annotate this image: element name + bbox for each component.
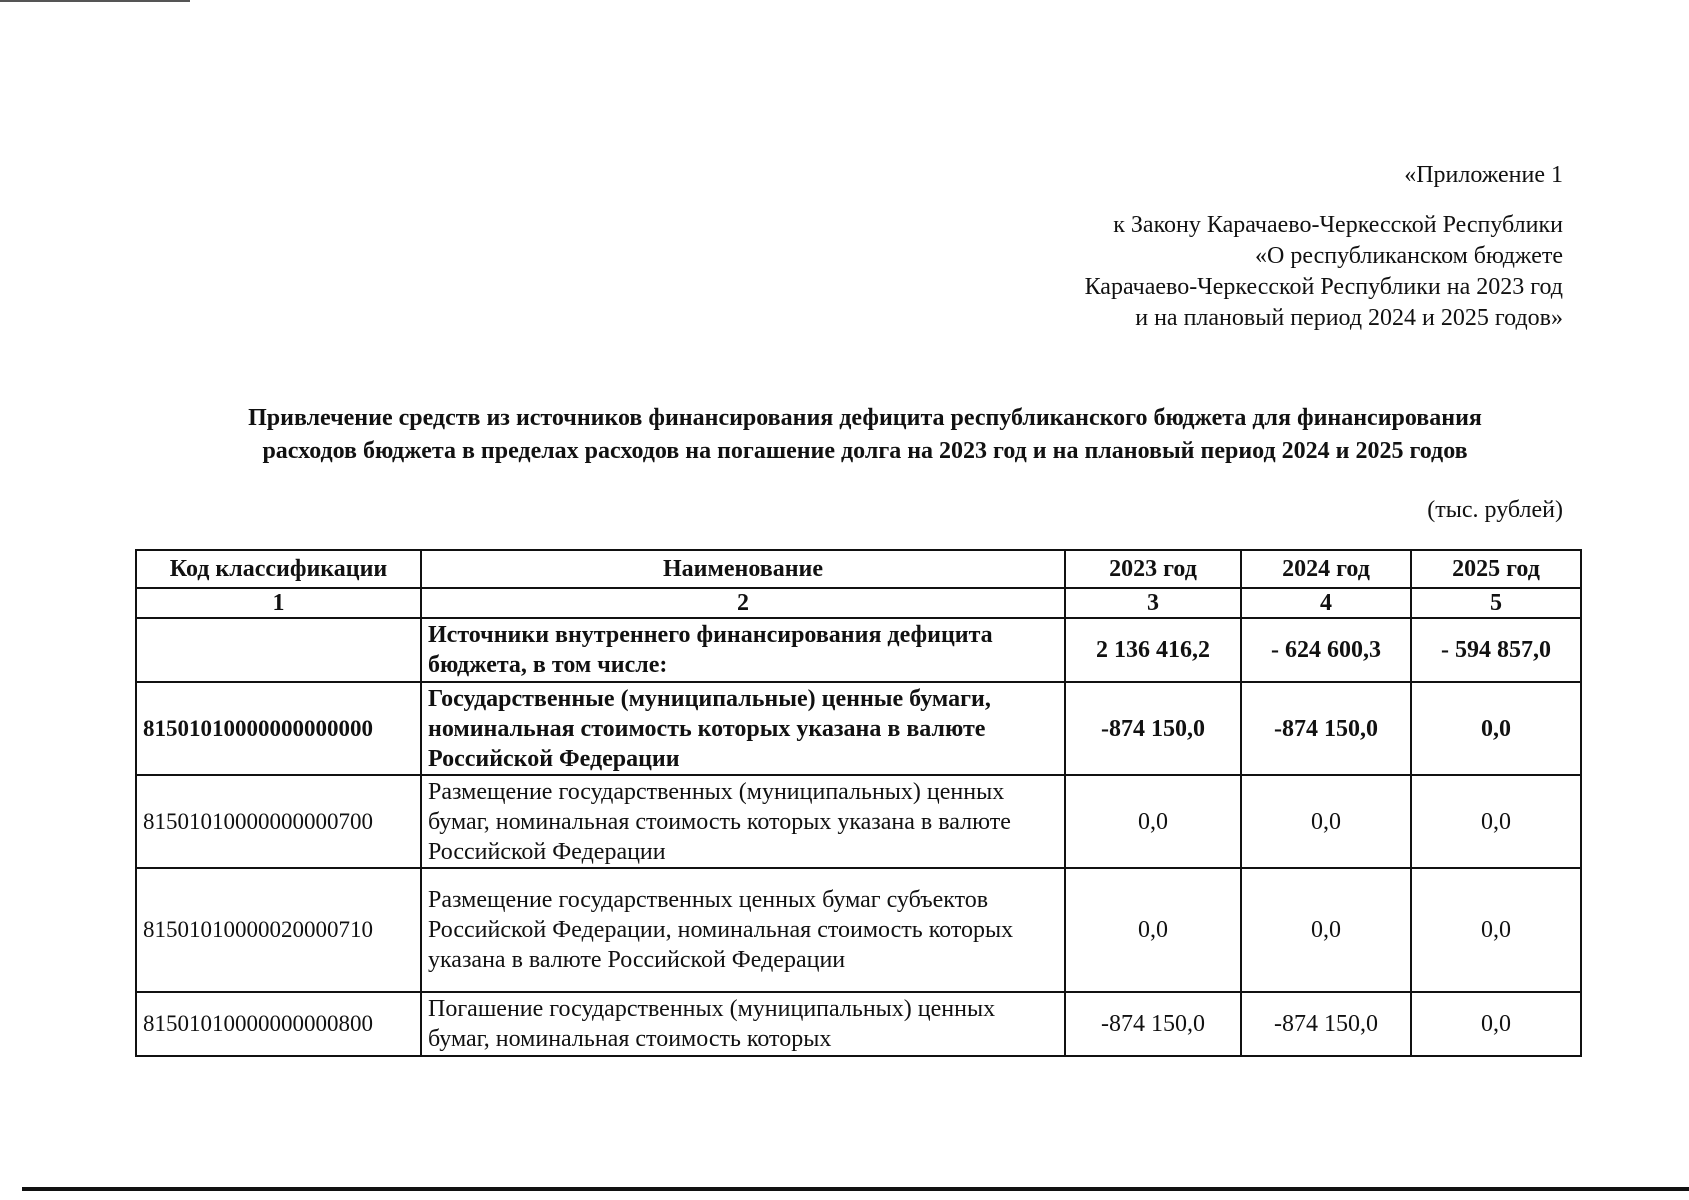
header-code: Код классификации	[136, 550, 421, 588]
header-2024: 2024 год	[1241, 550, 1411, 588]
row-value-2024: - 624 600,3	[1241, 618, 1411, 682]
table-row	[136, 618, 1581, 682]
row-value-2024: -874 150,0	[1241, 992, 1411, 1056]
header-2023: 2023 год	[1065, 550, 1241, 588]
header-row	[136, 550, 1581, 588]
row-value-2025: 0,0	[1411, 682, 1581, 775]
row-value-2024: -874 150,0	[1241, 682, 1411, 775]
units-label: (тыс. рублей)	[1427, 497, 1563, 523]
row-name: Источники внутреннего финансирования дефицита бюджета, в том числе:	[421, 618, 1065, 682]
column-number: 3	[1065, 588, 1241, 618]
row-code	[136, 618, 421, 682]
appendix-title: «Приложение 1	[1404, 162, 1563, 188]
row-value-2023: 0,0	[1065, 868, 1241, 992]
table-row	[136, 682, 1581, 775]
row-code: 81501010000000000000	[136, 682, 421, 775]
table-row	[136, 868, 1581, 992]
column-number-row	[136, 588, 1581, 618]
bottom-page-rule	[22, 1187, 1689, 1191]
row-name: Размещение государственных ценных бумаг субъектов Российской Федерации, номинальная стоимость которых указана в валюте Российской Федерации	[421, 868, 1065, 992]
row-value-2023: -874 150,0	[1065, 682, 1241, 775]
header-2025: 2025 год	[1411, 550, 1581, 588]
row-value-2023: 2 136 416,2	[1065, 618, 1241, 682]
row-value-2024: 0,0	[1241, 868, 1411, 992]
appendix-line: и на плановый период 2024 и 2025 годов»	[1135, 305, 1563, 331]
header-name: Наименование	[421, 550, 1065, 588]
row-value-2023: -874 150,0	[1065, 992, 1241, 1056]
appendix-line: Карачаево-Черкесской Республики на 2023 год	[1084, 274, 1563, 300]
row-name: Размещение государственных (муниципальных) ценных бумаг, номинальная стоимость которых указана в валюте Российской Федерации	[421, 775, 1065, 868]
appendix-line: «О республиканском бюджете	[1254, 243, 1563, 269]
row-value-2025: 0,0	[1411, 868, 1581, 992]
column-number: 2	[421, 588, 1065, 618]
row-value-2024: 0,0	[1241, 775, 1411, 868]
row-value-2025: 0,0	[1411, 775, 1581, 868]
row-name: Государственные (муниципальные) ценные бумаги, номинальная стоимость которых указана в валюте Российской Федерации	[421, 682, 1065, 775]
row-code: 81501010000020000710	[136, 868, 421, 992]
row-name: Погашение государственных (муниципальных) ценных бумаг, номинальная стоимость которых	[421, 992, 1065, 1056]
table-row	[136, 992, 1581, 1056]
document-title	[130, 402, 1600, 468]
budget-table	[135, 549, 1582, 1057]
column-number: 1	[136, 588, 421, 618]
row-code: 81501010000000000800	[136, 992, 421, 1056]
row-code: 81501010000000000700	[136, 775, 421, 868]
appendix-header	[1085, 160, 1563, 334]
appendix-line: к Закону Карачаево-Черкесской Республики	[1113, 212, 1563, 238]
document-title-line: Привлечение средств из источников финансирования дефицита республиканского бюджета для финансирования	[248, 405, 1482, 431]
top-left-rule	[0, 0, 190, 2]
row-value-2023: 0,0	[1065, 775, 1241, 868]
row-value-2025: 0,0	[1411, 992, 1581, 1056]
column-number: 4	[1241, 588, 1411, 618]
column-number: 5	[1411, 588, 1581, 618]
table-row	[136, 775, 1581, 868]
row-value-2025: - 594 857,0	[1411, 618, 1581, 682]
document-title-line: расходов бюджета в пределах расходов на погашение долга на 2023 год и на плановый период 2024 и 2025 годов	[262, 438, 1468, 464]
